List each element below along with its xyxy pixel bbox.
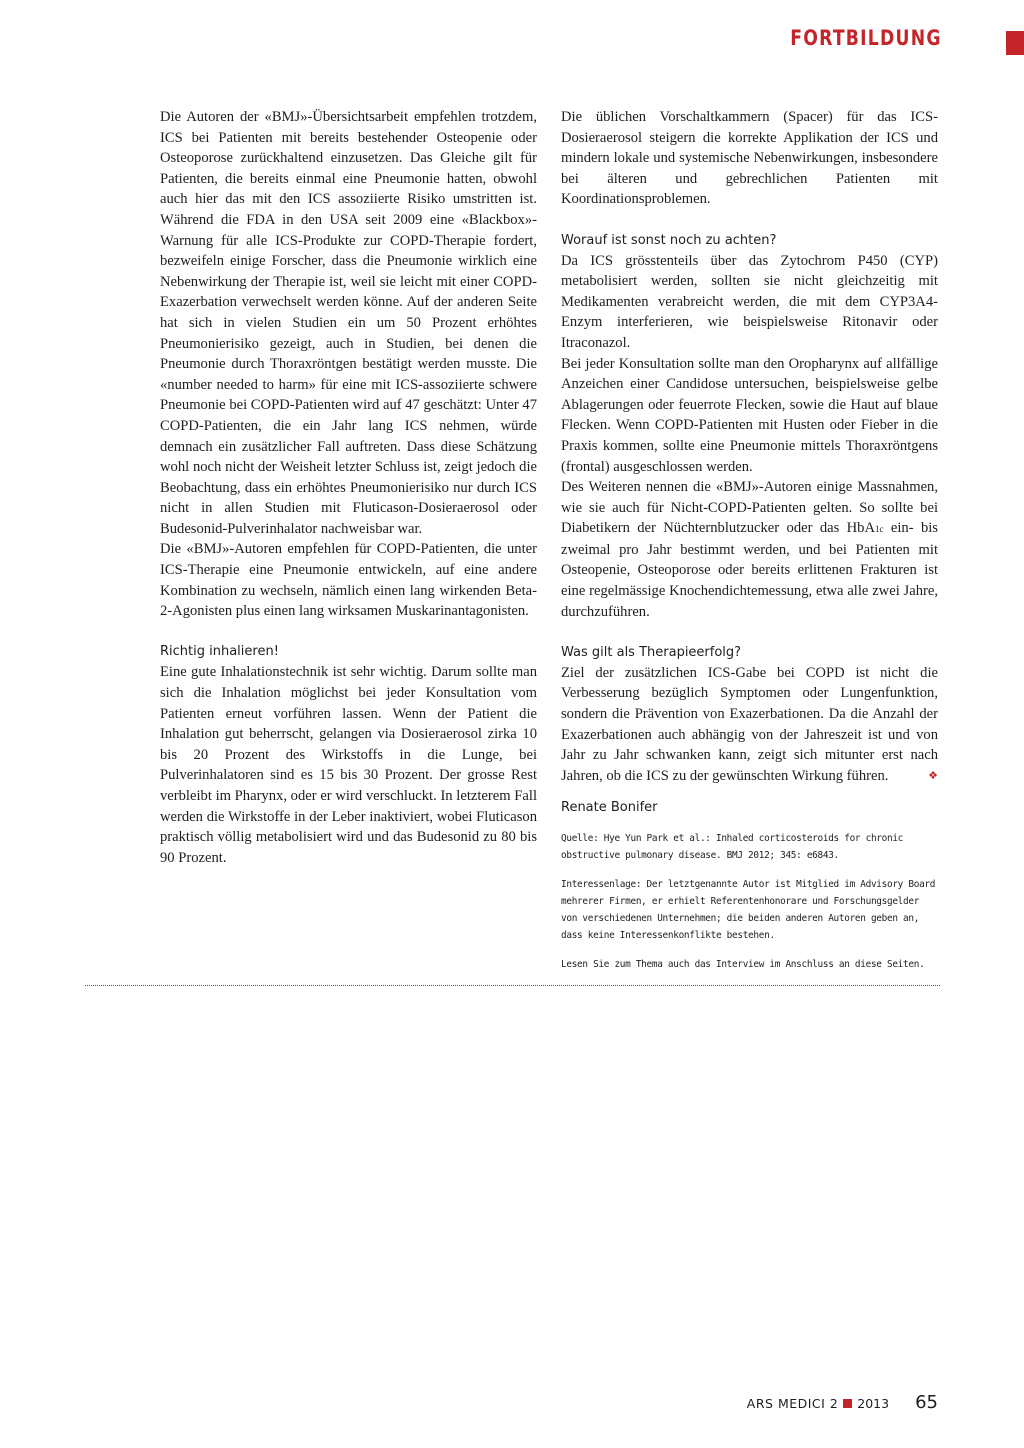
dotted-divider (85, 985, 940, 986)
body-paragraph: Da ICS grösstenteils über das Zytochrom P450 (CYP) metabolisiert werden, sollten sie nicht gleichzeitig mit Medikamenten verabreicht werden, die mit dem CYP3A4-Enzym interferieren, wie beispielsweise Ritonavir oder Itraconazol. (561, 252, 938, 351)
end-mark-icon: ❖ (928, 769, 938, 782)
source-note: Quelle: Hye Yun Park et al.: Inhaled corticosteroids for chronic obstructive pulmonary disease. BMJ 2012; 345: e6843. (561, 833, 904, 862)
journal-year: 2013 (857, 1396, 890, 1411)
subscript: 1c (875, 524, 884, 535)
left-column (160, 107, 537, 868)
body-paragraph: Des Weiteren nennen die «BMJ»-Autoren einige Massnahmen, wie sie auch für Nicht-COPD-Patienten gelten. So sollte bei Diabetikern der Nüchternblutzucker oder das HbA1c ein- bis zweimal pro Jahr bestimmt werden, und bei Patienten mit Osteopenie, Osteoporose oder bereits erlittenen Frakturen ist eine regelmässige Knochendichtemessung, etwa alle zwei Jahre, durchzuführen. (561, 479, 938, 620)
page-number: 65 (915, 1392, 938, 1413)
interests-note: Interessenlage: Der letztgenannte Autor ist Mitglied im Advisory Board mehrerer Firmen, er erhielt Referentenhonorare und Forschungsgelder von verschiedenen Unternehmen; die beiden anderen Autoren geben an, dass keine Interessenkonflikte bestehen. (561, 879, 936, 942)
read-more-note: Lesen Sie zum Thema auch das Interview im Anschluss an diese Seiten. (561, 959, 925, 971)
journal-name: ARS MEDICI 2 (746, 1396, 839, 1411)
section-heading-success: Was gilt als Therapieerfolg? (561, 644, 742, 660)
section-marker (1006, 31, 1024, 55)
footer-square-icon (843, 1399, 852, 1408)
body-paragraph: Die «BMJ»-Autoren empfehlen für COPD-Patienten, die unter ICS-Therapie eine Pneumonie entwickeln, auf eine andere Kombination zu wechseln, nämlich einen lang wirkenden Beta-2-Agonisten plus einen lang wirksamen Muskarinantagonisten. (160, 541, 537, 620)
right-column (561, 107, 938, 973)
section-heading-inhale: Richtig inhalieren! (160, 644, 279, 660)
body-paragraph: Die Autoren der «BMJ»-Übersichtsarbeit empfehlen trotzdem, ICS bei Patienten mit bereits bestehender Osteopenie oder Osteoporose zurückhaltend einzusetzen. Das Gleiche gilt für Patienten, die bereits einmal eine Pneumonie hatten, obwohl auch hier das mit den ICS assoziierte Risiko umstritten ist. Während die FDA in den USA seit 2009 eine «Blackbox»-Warnung für alle ICS-Produkte zur COPD-Therapie fordert, bezweifeln einige Forscher, dass die Pneumonie wirklich eine Nebenwirkung der Therapie ist, weil sie leicht mit einer COPD-Exazerbation verwechselt werden könne. Auf der anderen Seite hat sich in vielen Studien ein um 50 Prozent erhöhtes Pneumonierisiko gezeigt, auch in Studien, bei denen die Pneumonie durch Thoraxröntgen bestätigt werden musste. Die «number needed to harm» für eine mit ICS-assoziierte schwere Pneumonie bei COPD-Patienten wird auf 47 geschätzt: Unter 47 COPD-Patienten, die ein Jahr lang ICS nehmen, würde demnach ein zusätzlicher Fall auftreten. Dass diese Schätzung wohl noch nicht der Weisheit letzter Schluss ist, zeigt jedoch die Beobachtung, dass ein erhöhtes Pneumonierisiko nur durch ICS nicht in allen Studien mit Fluticason-Dosieraerosol oder Budesonid-Pulverinhalator nachweisbar war. (160, 109, 537, 537)
body-paragraph: Ziel der zusätzlichen ICS-Gabe bei COPD ist nicht die Verbesserung bezüglich Symptomen oder Lungenfunktion, sondern die Prävention von Exazerbationen. Da die Anzahl der Exazerbationen auch abhängig von der Jahreszeit ist und von Jahr zu Jahr schwanken kann, zeigt sich mitunter erst nach Jahren, ob die ICS zu der gewünschten Wirkung führen. ❖ (561, 663, 938, 787)
page-footer (747, 1392, 938, 1413)
body-paragraph: Eine gute Inhalationstechnik ist sehr wichtig. Darum sollte man sich die Inhalation möglichst bei jeder Konsultation vom Patienten erneut vorführen lassen. Wenn der Patient die Inhalation gut beherrscht, gelangen via Dosieraerosol zirka 10 bis 20 Prozent des Wirkstoffs in die Lunge, bei Pulverinhalatoren sind es 15 bis 30 Prozent. Der grosse Rest verbleibt im Pharynx, oder er wird verschluckt. In letzterem Fall werden die Wirkstoffe in der Leber inaktiviert, wobei Fluticason praktisch völlig metabolisiert wird und das Budesonid zu 80 bis 90 Prozent. (160, 664, 537, 866)
body-paragraph: Bei jeder Konsultation sollte man den Oropharynx auf allfällige Anzeichen einer Candidose untersuchen, beispielsweise gelbe Ablagerungen oder feuerrote Flecken, sowie die Haut auf blaue Flecken. Wenn COPD-Patienten mit Husten oder Fieber in die Praxis kommen, sollte eine Pneumonie mittels Thoraxröntgens (frontal) ausgeschlossen werden. (561, 355, 938, 475)
author-name: Renate Bonifer (561, 800, 658, 816)
section-label: FORTBILDUNG (790, 26, 942, 50)
body-paragraph: Die üblichen Vorschaltkammern (Spacer) für das ICS-Dosieraerosol steigern die korrekte Applikation der ICS und mindern lokale und systemische Nebenwirkungen, insbesondere bei älteren und gebrechlichen Patienten mit Koordinationsproblemen. (561, 109, 938, 208)
section-heading-attention: Worauf ist sonst noch zu achten? (561, 232, 777, 248)
